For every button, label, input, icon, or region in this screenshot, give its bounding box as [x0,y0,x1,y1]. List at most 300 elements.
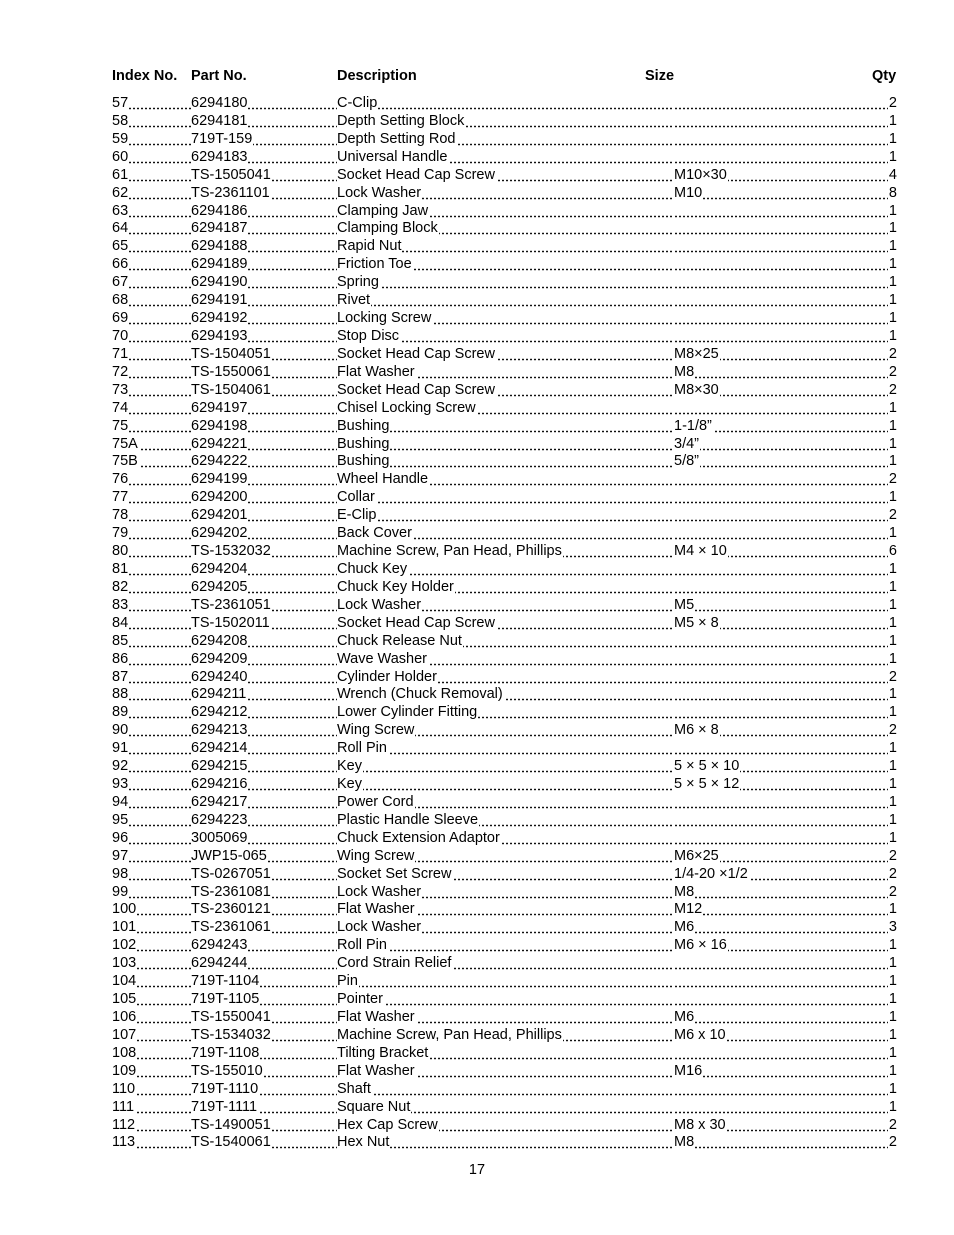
size-cell-text [674,740,675,756]
description-cell-text: Flat Washer [337,901,415,918]
part-number-cell [191,1044,337,1062]
qty-cell [888,452,898,470]
qty-cell [888,1062,898,1080]
qty-cell [888,703,898,721]
index-cell [112,381,191,399]
description-cell-text: Machine Screw, Pan Head, Phillips [337,1026,562,1043]
description-cell-text: Stop Disc [337,327,400,344]
description-cell [337,237,674,255]
size-cell-text: M5 [674,596,695,613]
part-number-cell [191,148,337,166]
qty-cell [888,1098,898,1116]
index-cell-text: 108 [112,1044,137,1061]
qty-cell [888,327,898,345]
qty-cell [888,739,898,757]
size-cell [674,363,888,381]
description-cell [337,399,674,417]
index-cell-text: 60 [112,148,129,165]
part-number-cell-text: 6294211 [191,686,247,703]
index-cell [112,614,191,632]
qty-cell [888,345,898,363]
qty-cell [888,399,898,417]
qty-cell-text: 2 [888,507,897,524]
part-number-cell [191,757,337,775]
index-cell-text: 90 [112,722,129,739]
qty-cell [888,578,898,596]
qty-cell-text: 1 [888,292,897,309]
size-cell [674,685,888,703]
table-row [112,1098,898,1116]
description-cell [337,1080,674,1098]
size-cell-text [674,669,675,685]
qty-cell [888,972,898,990]
index-cell-text: 97 [112,847,129,864]
index-cell [112,650,191,668]
part-number-cell-text: 6294197 [191,399,248,416]
index-cell-text: 89 [112,704,129,721]
size-cell-text [674,812,675,828]
description-cell [337,291,674,309]
part-number-cell-text: TS-1490051 [191,1116,271,1133]
index-cell [112,775,191,793]
size-cell [674,1116,888,1134]
description-cell [337,94,674,112]
description-cell [337,560,674,578]
size-cell-text [674,400,675,416]
description-cell [337,793,674,811]
description-cell-text: Depth Setting Block [337,112,465,129]
size-cell [674,757,888,775]
description-cell [337,166,674,184]
description-cell [337,1062,674,1080]
size-cell-text: 5 × 5 × 10 [674,758,740,775]
description-cell-text: Flat Washer [337,1062,415,1079]
size-cell [674,417,888,435]
part-number-cell-text: 6294200 [191,489,248,506]
part-number-cell [191,811,337,829]
qty-cell [888,883,898,901]
size-cell-text: M16 [674,1062,703,1079]
part-number-cell [191,685,337,703]
size-cell [674,865,888,883]
table-row [112,237,898,255]
qty-cell-text: 1 [888,793,897,810]
part-number-cell-text: 719T-159 [191,130,253,147]
qty-cell-text: 1 [888,256,897,273]
table-row [112,255,898,273]
table-row [112,202,898,220]
size-cell-text: M12 [674,901,703,918]
description-cell-text: Power Cord [337,793,414,810]
description-cell-text: Machine Screw, Pan Head, Phillips [337,543,562,560]
part-number-cell [191,703,337,721]
qty-cell-text: 1 [888,399,897,416]
description-cell-text: Key [337,758,362,775]
part-number-cell [191,327,337,345]
index-cell [112,685,191,703]
part-number-cell [191,918,337,936]
index-cell-text: 75A [112,435,138,452]
size-cell [674,578,888,596]
index-cell [112,1098,191,1116]
description-cell-text: Lock Washer [337,883,422,900]
index-cell-text: 66 [112,256,129,273]
index-cell-text: 65 [112,238,129,255]
part-number-cell [191,237,337,255]
size-cell [674,721,888,739]
table-row [112,363,898,381]
part-number-cell [191,417,337,435]
part-number-cell [191,309,337,327]
part-number-cell [191,219,337,237]
index-cell [112,632,191,650]
description-cell-text: Flat Washer [337,363,415,380]
index-cell-text: 100 [112,901,137,918]
qty-cell-text: 1 [888,327,897,344]
table-row [112,757,898,775]
size-cell-text [674,651,675,667]
table-row [112,793,898,811]
part-number-cell [191,1080,337,1098]
qty-cell-text: 1 [888,220,897,237]
table-row [112,381,898,399]
size-cell-text [674,471,675,487]
description-cell [337,327,674,345]
qty-cell [888,865,898,883]
index-cell-text: 102 [112,937,137,954]
size-cell-text [674,633,675,649]
description-cell [337,130,674,148]
size-cell-text: M8×30 [674,381,719,398]
table-row [112,291,898,309]
index-cell-text: 103 [112,955,137,972]
description-cell-text: Back Cover [337,525,412,542]
part-number-cell-text: TS-1504061 [191,381,271,398]
size-cell-text [674,525,675,541]
qty-cell-text: 1 [888,274,897,291]
part-number-cell [191,775,337,793]
size-cell-text [674,113,675,129]
qty-cell-text: 1 [888,937,897,954]
description-cell-text: Wave Washer [337,650,427,667]
part-number-cell-text: 719T-1110 [191,1080,259,1097]
part-number-cell-text: 6294243 [191,937,248,954]
table-row [112,918,898,936]
size-cell-text: 1/4-20 ×1/2 [674,865,748,882]
description-cell [337,811,674,829]
index-cell-text: 113 [112,1134,136,1151]
qty-cell [888,757,898,775]
part-number-cell-text: 6294180 [191,95,248,111]
index-cell [112,363,191,381]
index-cell [112,470,191,488]
table-row [112,435,898,453]
size-cell [674,1080,888,1098]
qty-cell-text: 1 [888,740,897,757]
description-cell [337,632,674,650]
part-number-cell [191,399,337,417]
part-number-cell-text: 6294188 [191,238,248,255]
size-cell [674,918,888,936]
description-cell-text: Shaft [337,1080,371,1097]
index-cell-text: 88 [112,686,129,703]
table-row [112,309,898,327]
table-row [112,578,898,596]
table-row [112,1080,898,1098]
qty-cell-text: 1 [888,686,897,703]
size-cell [674,506,888,524]
part-number-cell-text: 6294183 [191,148,248,165]
index-cell [112,1044,191,1062]
part-number-cell [191,524,337,542]
size-cell-text: 3/4” [674,435,699,452]
size-cell-text: 1-1/8” [674,417,712,434]
index-cell [112,954,191,972]
qty-cell [888,685,898,703]
qty-cell-text: 2 [888,471,897,488]
size-cell [674,1044,888,1062]
description-cell [337,184,674,202]
part-number-cell-text: TS-1550061 [191,363,271,380]
qty-cell [888,417,898,435]
description-cell-text: Rivet [337,292,371,309]
index-cell [112,883,191,901]
qty-cell-text: 1 [888,1009,897,1026]
index-cell [112,399,191,417]
qty-cell [888,237,898,255]
description-cell-text: Bushing [337,453,390,470]
qty-cell-text: 1 [888,453,897,470]
qty-cell [888,775,898,793]
header-description: Description [337,68,417,84]
qty-cell-text: 1 [888,435,897,452]
qty-cell-text: 2 [888,668,897,685]
size-cell-text [674,507,675,523]
part-number-cell [191,1098,337,1116]
table-row [112,560,898,578]
description-cell [337,255,674,273]
index-cell-text: 112 [112,1116,136,1133]
index-cell-text: 96 [112,829,129,846]
part-number-cell [191,1008,337,1026]
index-cell [112,1080,191,1098]
table-row [112,614,898,632]
part-number-cell-text: 6294187 [191,220,248,237]
table-row [112,399,898,417]
part-number-cell-text: 719T-1105 [191,991,260,1008]
description-cell-text: Bushing [337,417,390,434]
part-number-cell-text: 6294190 [191,274,248,291]
qty-cell-text: 1 [888,1098,897,1115]
table-row [112,972,898,990]
qty-cell [888,130,898,148]
description-cell-text: E-Clip [337,507,377,524]
qty-cell [888,435,898,453]
table-row [112,452,898,470]
header-part-number: Part No. [191,68,247,84]
part-number-cell-text: 6294212 [191,704,248,721]
qty-cell-text: 6 [888,543,897,560]
size-cell [674,255,888,273]
qty-cell-text: 2 [888,865,897,882]
part-number-cell [191,883,337,901]
description-cell [337,148,674,166]
index-cell-text: 85 [112,632,129,649]
description-cell [337,112,674,130]
description-cell-text: Collar [337,489,375,506]
part-number-cell-text: 6294217 [191,793,248,810]
size-cell-text [674,955,675,971]
part-number-cell [191,166,337,184]
index-cell-text: 58 [112,112,129,129]
index-cell-text: 78 [112,507,129,524]
qty-cell-text: 1 [888,901,897,918]
part-number-cell-text: 6294209 [191,650,248,667]
size-cell [674,488,888,506]
size-cell [674,1062,888,1080]
qty-cell-text: 1 [888,955,897,972]
part-number-cell-text: 6294221 [191,435,248,452]
qty-cell [888,990,898,1008]
qty-cell-text: 1 [888,650,897,667]
description-cell [337,668,674,686]
size-cell [674,237,888,255]
size-cell [674,936,888,954]
part-number-cell [191,900,337,918]
size-cell-text [674,489,675,505]
description-cell-text: Depth Setting Rod [337,130,456,147]
index-cell-text: 110 [112,1080,136,1097]
qty-cell-text: 1 [888,704,897,721]
index-cell-text: 99 [112,883,129,900]
index-cell [112,972,191,990]
qty-cell [888,148,898,166]
qty-cell [888,954,898,972]
size-cell [674,811,888,829]
index-cell-text: 68 [112,292,129,309]
qty-cell [888,1080,898,1098]
part-number-cell-text: TS-1505041 [191,166,271,183]
table-row [112,990,898,1008]
description-cell [337,470,674,488]
index-cell-text: 80 [112,543,129,560]
qty-cell [888,1116,898,1134]
description-cell-text: C-Clip [337,95,378,111]
index-cell-text: 77 [112,489,129,506]
description-cell [337,865,674,883]
size-cell-text [674,1045,675,1061]
description-cell [337,202,674,220]
part-number-cell-text: 6294205 [191,578,248,595]
description-cell-text: Hex Cap Screw [337,1116,438,1133]
size-cell [674,632,888,650]
table-row [112,865,898,883]
qty-cell [888,542,898,560]
qty-cell-text: 1 [888,776,897,793]
description-cell [337,614,674,632]
description-cell-text: Cord Strain Relief [337,955,452,972]
description-cell-text: Spring [337,274,379,291]
qty-cell [888,273,898,291]
description-cell [337,345,674,363]
part-number-cell [191,954,337,972]
part-number-cell [191,363,337,381]
qty-cell-text: 2 [888,381,897,398]
part-number-cell-text: 6294240 [191,668,248,685]
qty-cell-text: 2 [888,363,897,380]
description-cell-text: Flat Washer [337,1009,415,1026]
qty-cell-text: 2 [888,95,897,111]
qty-cell-text: 1 [888,1062,897,1079]
index-cell [112,202,191,220]
description-cell-text: Key [337,776,362,793]
size-cell-text [674,991,675,1007]
part-number-cell-text: 6294214 [191,740,248,757]
index-cell [112,1026,191,1044]
index-cell-text: 93 [112,776,129,793]
size-cell-text: M6 [674,1009,695,1026]
description-cell-text: Lower Cylinder Fitting [337,704,478,721]
table-row [112,273,898,291]
part-number-cell-text: TS-0267051 [191,865,271,882]
part-number-cell-text: TS-1502011 [191,614,270,631]
part-number-cell-text: 6294192 [191,310,248,327]
qty-cell-text: 1 [888,489,897,506]
description-cell [337,542,674,560]
index-cell [112,219,191,237]
description-cell-text: Clamping Jaw [337,202,429,219]
qty-cell [888,811,898,829]
part-number-cell [191,865,337,883]
part-number-cell [191,614,337,632]
index-cell [112,130,191,148]
size-cell-text: M4 × 10 [674,543,727,560]
table-row [112,1133,898,1151]
part-number-cell [191,596,337,614]
description-cell-text: Chuck Key [337,560,408,577]
description-cell-text: Socket Set Screw [337,865,452,882]
size-cell [674,900,888,918]
description-cell [337,650,674,668]
size-cell-text [674,256,675,272]
description-cell-text: Wrench (Chuck Removal) [337,686,503,703]
index-cell-text: 64 [112,220,129,237]
qty-cell-text: 1 [888,811,897,828]
size-cell [674,273,888,291]
index-cell [112,936,191,954]
description-cell [337,703,674,721]
index-cell-text: 81 [112,560,129,577]
part-number-cell [191,273,337,291]
index-cell-text: 98 [112,865,129,882]
index-cell [112,148,191,166]
size-cell-text [674,95,675,111]
qty-cell-text: 3 [888,919,897,936]
qty-cell [888,202,898,220]
table-row [112,166,898,184]
part-number-cell [191,542,337,560]
index-cell-text: 82 [112,578,129,595]
index-cell [112,865,191,883]
size-cell-text [674,561,675,577]
table-row [112,542,898,560]
size-cell [674,470,888,488]
qty-cell [888,1133,898,1151]
size-cell [674,130,888,148]
index-cell-text: 75 [112,417,129,434]
size-cell [674,668,888,686]
description-cell [337,972,674,990]
